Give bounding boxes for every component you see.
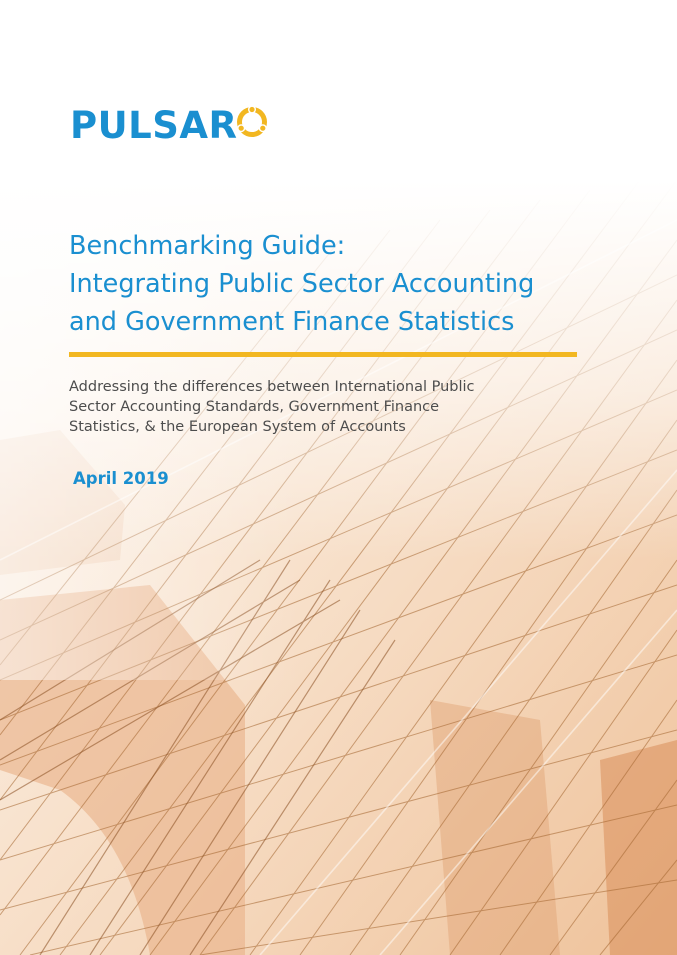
pulsar-logo [68, 96, 278, 156]
subtitle-line: Sector Accounting Standards, Government Finance [69, 399, 440, 415]
document-subtitle [69, 377, 499, 437]
subtitle-line: Addressing the differences between International Public [69, 379, 475, 395]
logo-wordmark: PULSAR [70, 104, 238, 147]
title-line: and Government Finance Statistics [69, 307, 515, 337]
publication-date: April 2019 [73, 469, 169, 488]
title-underline-divider [69, 352, 577, 357]
title-line: Benchmarking Guide: [69, 231, 346, 261]
pulsar-ring-icon [232, 100, 272, 140]
title-line: Integrating Public Sector Accounting [69, 269, 535, 299]
document-title [69, 227, 629, 341]
subtitle-line: Statistics, & the European System of Accounts [69, 419, 406, 435]
